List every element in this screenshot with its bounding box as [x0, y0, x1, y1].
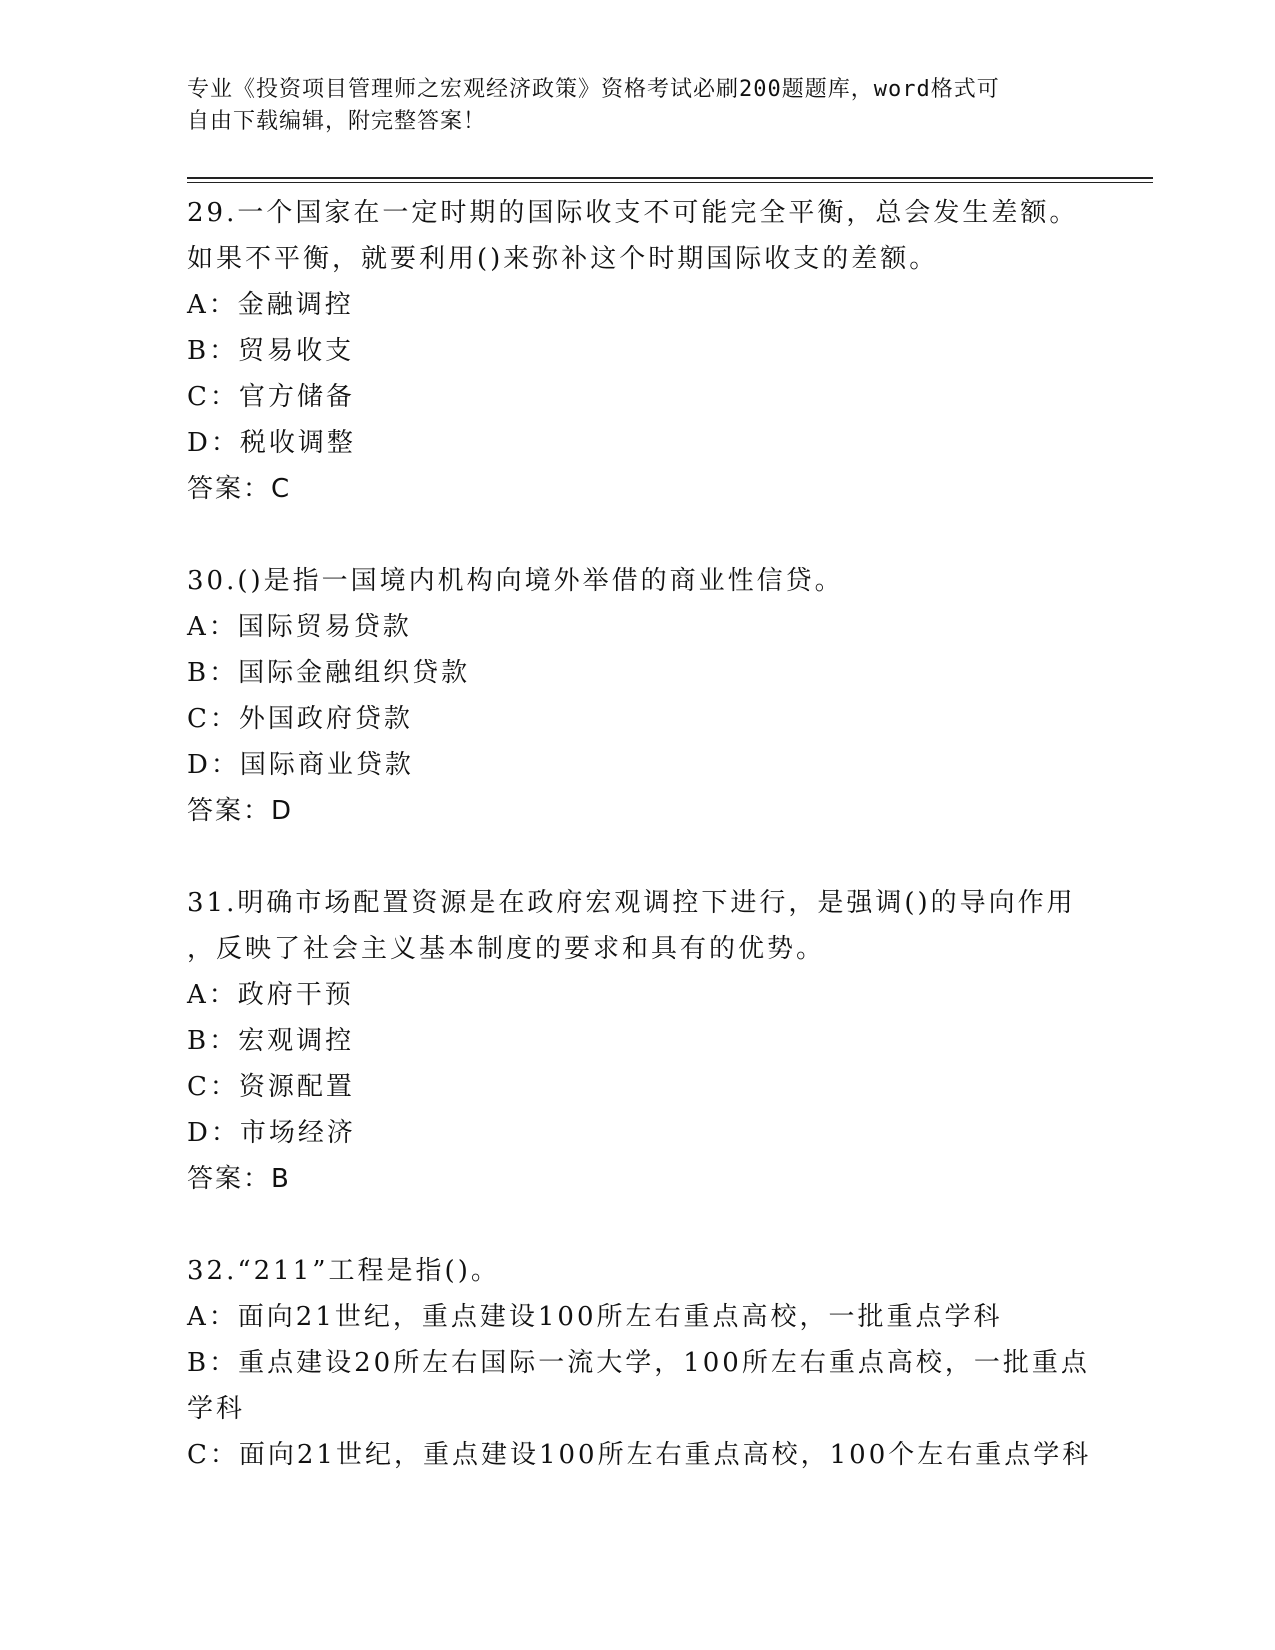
option-c: C：资源配置 [187, 1072, 355, 1102]
answer-line: 答案：D [187, 796, 294, 826]
question-stem: 如果不平衡，就要利用()来弥补这个时期国际收支的差额。 [187, 244, 939, 274]
option-a: A：金融调控 [187, 290, 354, 320]
option-c: C：官方储备 [187, 382, 355, 412]
question-29 [187, 190, 1117, 512]
header-divider-thin [187, 182, 1153, 183]
question-stem: 31.明确市场配置资源是在政府宏观调控下进行，是强调()的导向作用 [187, 888, 1076, 918]
header-line-2: 自由下载编辑，附完整答案！ [187, 109, 487, 134]
option-d: D：税收调整 [187, 428, 356, 458]
option-b: B：宏观调控 [187, 1026, 355, 1056]
option-d: D：市场经济 [187, 1118, 356, 1148]
question-stem: 30.()是指一国境内机构向境外举借的商业性信贷。 [187, 566, 844, 596]
question-30 [187, 558, 1117, 834]
option-a: A：政府干预 [187, 980, 354, 1010]
option-b: B：重点建设20所左右国际一流大学，100所左右重点高校，一批重点 [187, 1348, 1090, 1378]
question-32 [187, 1248, 1117, 1478]
option-c: C：外国政府贷款 [187, 704, 413, 734]
option-c: C：面向21世纪，重点建设100所左右重点高校，100个左右重点学科 [187, 1440, 1092, 1470]
question-stem: 29.一个国家在一定时期的国际收支不可能完全平衡，总会发生差额。 [187, 198, 1079, 228]
document-header [187, 74, 1087, 138]
option-b: B：贸易收支 [187, 336, 355, 366]
header-line-1: 专业《投资项目管理师之宏观经济政策》资格考试必刷200题题库，word格式可 [187, 77, 1000, 102]
question-31 [187, 880, 1117, 1202]
answer-line: 答案：C [187, 474, 292, 504]
question-stem: 32.“211”工程是指()。 [187, 1256, 500, 1286]
option-b: B：国际金融组织贷款 [187, 658, 471, 688]
option-a: A：面向21世纪，重点建设100所左右重点高校，一批重点学科 [187, 1302, 1003, 1332]
option-d: D：国际商业贷款 [187, 750, 414, 780]
question-stem: ，反映了社会主义基本制度的要求和具有的优势。 [187, 934, 826, 964]
question-list [187, 190, 1117, 1478]
answer-line: 答案：B [187, 1164, 291, 1194]
header-divider-thick [187, 177, 1153, 179]
option-b-continued: 学科 [187, 1394, 246, 1424]
option-a: A：国际贸易贷款 [187, 612, 412, 642]
